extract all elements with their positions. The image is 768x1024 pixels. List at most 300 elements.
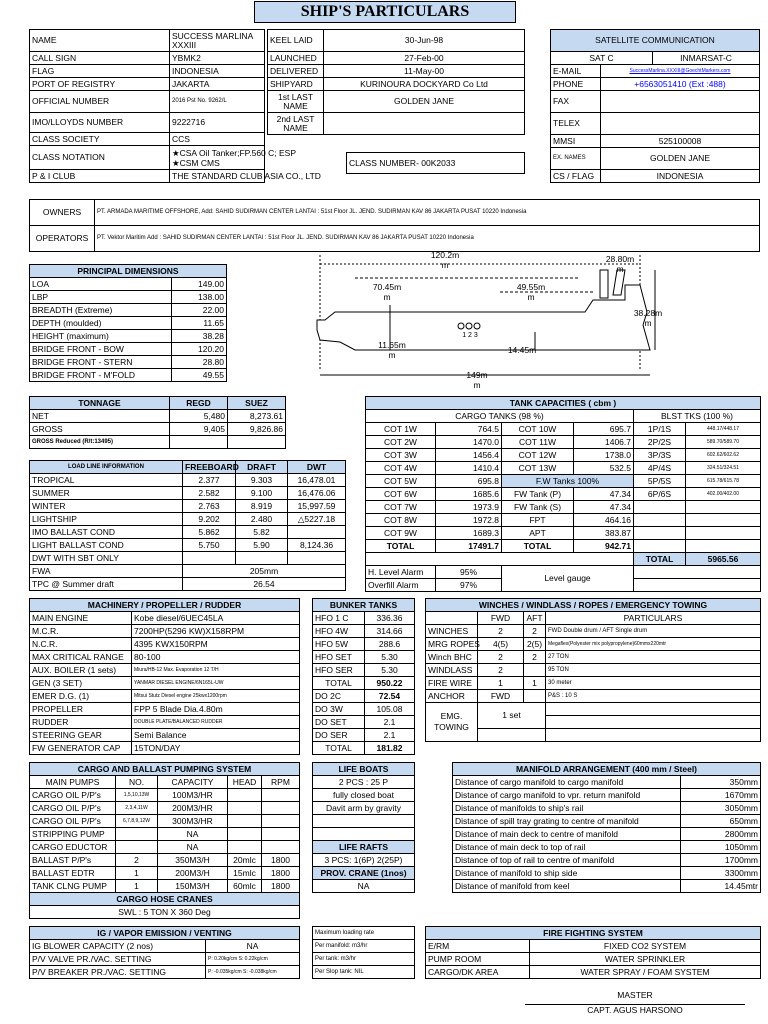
table-row	[30, 966, 300, 979]
satellite-communication-header: SATELLITE COMMUNICATION	[551, 30, 760, 52]
ig-label: P/V VALVE PR./VAC. SETTING	[30, 953, 206, 966]
pumps-cell: 6,7,8,9,12W	[116, 815, 158, 828]
principal-dimensions-header: PRINCIPAL DIMENSIONS	[30, 265, 227, 278]
cargo-hose-cranes-value: SWL : 5 TON X 360 Deg	[30, 906, 300, 919]
pumps-cell: BALLAST P/P's	[30, 854, 116, 867]
loadline-cell: LIGHT BALLAST COND	[30, 539, 183, 552]
table-row	[30, 330, 227, 343]
tank-cell: 4P/4S	[634, 462, 686, 475]
tank-cell: 1685.6	[436, 488, 502, 501]
table-row	[453, 841, 761, 854]
pumps-cell: 1	[116, 880, 158, 893]
manifold-header: MANIFOLD ARRANGEMENT (400 mm / Steel)	[453, 763, 761, 776]
life-boats-type: fully closed boat	[313, 789, 415, 802]
table-row	[366, 501, 761, 514]
table-row	[30, 356, 227, 369]
label-keel-laid: KEEL LAID	[268, 30, 324, 52]
header-row	[30, 265, 227, 278]
table-row	[30, 304, 227, 317]
manifold-label: Distance of main deck to centre of manifold	[453, 828, 681, 841]
value-imo: 9222716	[170, 113, 265, 133]
table-row	[366, 462, 761, 475]
machinery-value: DOUBLE PLATE/BALANCED RUDDER	[132, 716, 300, 729]
tank-cell: 47.34	[574, 488, 634, 501]
tank-cell: 695.7	[574, 423, 634, 436]
signature-block	[525, 990, 745, 1015]
tank-cell: 1738.0	[574, 449, 634, 462]
table-row	[30, 423, 286, 436]
pumps-cell: 100M3/HR	[158, 789, 228, 802]
machinery-label: AUX. BOILER (1 sets)	[30, 664, 132, 677]
tank-cell: 602.62/602.62	[686, 449, 761, 462]
tank-cell: COT 8W	[366, 514, 436, 527]
pumps-cell: 200M3/H	[158, 867, 228, 880]
table-row	[30, 513, 346, 526]
label-operators: OPERATORS	[30, 226, 95, 252]
tank-cell: COT 2W	[366, 436, 436, 449]
loadline-cell: LIGHTSHIP	[30, 513, 183, 526]
tank-cell: APT	[502, 527, 574, 540]
tank-cell: 615.78/615.78	[686, 475, 761, 488]
tank-cell	[686, 540, 761, 553]
tank-cell: COT 11W	[502, 436, 574, 449]
table-row	[366, 475, 761, 488]
dim-label-28m: 28.80m m	[605, 254, 635, 274]
table-row	[30, 278, 227, 291]
fire-fighting-header: FIRE FIGHTING SYSTEM	[426, 927, 761, 940]
table-row	[426, 940, 761, 953]
machinery-value: Semi Balance	[132, 729, 300, 742]
table-row	[30, 880, 300, 893]
table-row	[313, 638, 415, 651]
tonnage-header: REGD	[170, 397, 228, 410]
label-ex-names: EX. NAMES	[551, 148, 601, 170]
dim-value: 138.00	[171, 291, 226, 304]
winches-cell: FWD Double drum / AFT Single drum	[546, 625, 761, 638]
tank-cell	[686, 501, 761, 514]
prov-crane-header: PROV. CRANE (1nos)	[313, 867, 415, 880]
winches-cell: Winch BHC	[426, 651, 478, 664]
prov-crane-value: NA	[313, 880, 415, 893]
pumps-subheader: NO.	[116, 776, 158, 789]
communication-table	[550, 29, 760, 192]
tank-cell: 17491.7	[436, 540, 502, 553]
winches-cell: 2(5)	[524, 638, 546, 651]
class-number: CLASS NUMBER- 00K2033	[349, 158, 456, 168]
bunker-value: 950.22	[365, 677, 415, 690]
pumps-cell	[228, 815, 262, 828]
loadline-cell: △5227.18	[288, 513, 346, 526]
email-link[interactable]: SuccessMarlina.XXXIII@GoechtMarkers.com	[601, 65, 760, 78]
loadline-cell: 8,124.36	[288, 539, 346, 552]
table-row	[30, 291, 227, 304]
header-row	[426, 927, 761, 940]
tank-cell: FW Tank (P)	[502, 488, 574, 501]
table-row	[30, 953, 300, 966]
table-row	[30, 854, 300, 867]
value-launched: 27-Feb-00	[324, 52, 525, 65]
value-operators: PT. Vektor Maritim Add : SAHID SUDIRMAN CENTER LANTAI : 51st Floor JL. JEND. SUDIRMAN KAV 86 JAKARTA PUSAT 10220 Indonesia	[95, 226, 760, 252]
manifold-value: 650mm	[680, 815, 760, 828]
machinery-label: N.C.R.	[30, 638, 132, 651]
header-row	[453, 763, 761, 776]
bunker-label: DO 2C	[313, 690, 365, 703]
machinery-value: Kobe diesel/6UEC45LA	[132, 612, 300, 625]
pumps-table	[29, 762, 300, 918]
pumps-cell	[262, 802, 300, 815]
tank-cell: FPT	[502, 514, 574, 527]
table-row	[30, 940, 300, 953]
value-cs-flag: INDONESIA	[601, 170, 760, 183]
tonnage-header: SUEZ	[228, 397, 286, 410]
winches-cell: WINDLASS	[426, 664, 478, 677]
header-row	[426, 612, 761, 625]
winches-cell: 1	[478, 677, 524, 690]
machinery-label: RUDDER	[30, 716, 132, 729]
pumps-subheader: CAPACITY	[158, 776, 228, 789]
manifold-label: Distance of spill tray grating to centre of manifold	[453, 815, 681, 828]
pumps-cell: 1800	[262, 867, 300, 880]
ballast-tanks-header: BLST TKS (100 %)	[634, 410, 761, 423]
tonnage-label: NET	[30, 410, 170, 423]
fire-label: E/RM	[426, 940, 530, 953]
machinery-value: 7200HP(5296 KW)X158RPM	[132, 625, 300, 638]
manifold-label: Distance of main deck to top of rail	[453, 841, 681, 854]
loadline-cell: 5.90	[236, 539, 288, 552]
build-info-table	[267, 29, 525, 140]
bunker-label: HFO 4W	[313, 625, 365, 638]
pumps-subheader: RPM	[262, 776, 300, 789]
value-phone: +6563051410 (Ext :488)	[601, 78, 760, 91]
manifold-label: Distance of manifold to ship side	[453, 867, 681, 880]
value-flag: INDONESIA	[170, 65, 265, 78]
table-row	[453, 867, 761, 880]
dim-label: LOA	[30, 278, 172, 291]
cargo-hose-cranes-header: CARGO HOSE CRANES	[30, 893, 300, 906]
header-row	[30, 599, 300, 612]
pumps-subheader: HEAD	[228, 776, 262, 789]
table-row	[30, 677, 300, 690]
label-telex: TELEX	[551, 113, 601, 135]
table-row	[30, 841, 300, 854]
machinery-label: FW GENERATOR CAP	[30, 742, 132, 755]
manifold-label: Distance of manifolds to ship's rail	[453, 802, 681, 815]
table-row	[313, 716, 415, 729]
header-row	[30, 927, 300, 940]
winches-cell: ANCHOR	[426, 690, 478, 703]
tank-cell	[686, 514, 761, 527]
dim-label-70m: 70.45m m	[372, 282, 402, 302]
winches-cell: 30 meter	[546, 677, 761, 690]
winches-cell: FWD	[478, 690, 524, 703]
tank-cell: COT 12W	[502, 449, 574, 462]
manifold-value: 3300mm	[680, 867, 760, 880]
tonnage-regd: 5,480	[170, 410, 228, 423]
table-row	[366, 514, 761, 527]
pumps-cell	[228, 789, 262, 802]
winches-cell	[524, 690, 546, 703]
table-row	[426, 690, 761, 703]
loadline-cell	[288, 552, 346, 565]
table-row	[30, 500, 346, 513]
value-official-number: 2016 Pst No. 9262/L	[170, 91, 265, 113]
fire-value: WATER SPRINKLER	[530, 953, 761, 966]
header-row	[30, 776, 300, 789]
table-row	[30, 539, 346, 552]
loadline-cell: 9.202	[183, 513, 236, 526]
pumps-cell	[228, 802, 262, 815]
header-row	[30, 461, 346, 474]
table-row	[313, 664, 415, 677]
dim-label-120m: 120.2m m	[430, 250, 460, 270]
class-number-box	[346, 152, 525, 174]
machinery-label: MAIN ENGINE	[30, 612, 132, 625]
label-port: PORT OF REGISTRY	[30, 78, 170, 91]
pumps-cell: 350M3/H	[158, 854, 228, 867]
table-row	[313, 742, 415, 755]
pumps-cell	[262, 815, 300, 828]
tonnage-label: GROSS Reduced (R/t:13495)	[30, 436, 170, 449]
machinery-label: GEN (3 SET)	[30, 677, 132, 690]
winches-cell	[524, 664, 546, 677]
loadline-cell: 2.582	[183, 487, 236, 500]
tpc-label: TPC @ Summer draft	[30, 578, 183, 591]
table-row	[453, 880, 761, 893]
table-row	[30, 664, 300, 677]
dim-label-11m: 11.65m m	[378, 340, 406, 360]
header-row	[313, 599, 415, 612]
bunker-value: 2.1	[365, 729, 415, 742]
winches-subheader: AFT	[524, 612, 546, 625]
bunker-value: 336.36	[365, 612, 415, 625]
tonnage-suez: 9,826.86	[228, 423, 286, 436]
bunker-value: 72.54	[365, 690, 415, 703]
machinery-label: STEERING GEAR	[30, 729, 132, 742]
tank-cell: COT 4W	[366, 462, 436, 475]
tank-cell: FW Tank (S)	[502, 501, 574, 514]
table-row	[313, 729, 415, 742]
table-row	[30, 638, 300, 651]
table-row	[30, 343, 227, 356]
tank-cell: 6P/6S	[634, 488, 686, 501]
table-row	[30, 729, 300, 742]
bunker-label: HFO SET	[313, 651, 365, 664]
table-row	[30, 651, 300, 664]
table-row	[30, 742, 300, 755]
table-row	[30, 802, 300, 815]
dim-label-38m: 38.28m m	[633, 308, 663, 328]
blank-cell	[366, 553, 634, 566]
loadline-cell: 5.82	[236, 526, 288, 539]
tank-cell: 1470.0	[436, 436, 502, 449]
life-boats-table	[312, 762, 415, 894]
high-level-alarm-label: H. Level Alarm	[366, 566, 436, 579]
life-rafts-header: LIFE RAFTS	[313, 841, 415, 854]
manifold-value: 2800mm	[680, 828, 760, 841]
machinery-value: FPP 5 Blade Dia.4.80m	[132, 703, 300, 716]
bunker-value: 2.1	[365, 716, 415, 729]
table-row	[30, 703, 300, 716]
label-class-notation: CLASS NOTATION	[30, 146, 170, 170]
high-level-alarm-value: 95%	[436, 566, 502, 579]
tank-cell: COT 6W	[366, 488, 436, 501]
table-row	[30, 552, 346, 565]
ship-diagram	[295, 250, 670, 390]
value-keel-laid: 30-Jun-98	[324, 30, 525, 52]
bunker-label: DO SER	[313, 729, 365, 742]
pumps-cell: 1800	[262, 880, 300, 893]
manifold-table	[452, 762, 761, 894]
bunker-label: HFO 5W	[313, 638, 365, 651]
value-class-society: CCS	[170, 133, 265, 146]
blank-cell	[634, 566, 761, 579]
level-gauge: Level gauge	[502, 566, 634, 592]
overfill-alarm-value: 97%	[436, 579, 502, 592]
label-mmsi: MMSI	[551, 135, 601, 148]
loadline-cell	[236, 552, 288, 565]
fire-label: PUMP ROOM	[426, 953, 530, 966]
winches-cell: WINCHES	[426, 625, 478, 638]
fwa-label: FWA	[30, 565, 183, 578]
tonnage-header: TONNAGE	[30, 397, 170, 410]
bunker-value: 288.6	[365, 638, 415, 651]
table-row	[30, 410, 286, 423]
pumps-cell	[262, 789, 300, 802]
owners-table	[29, 199, 760, 253]
pumps-cell: TANK CLNG PUMP	[30, 880, 116, 893]
label-2nd-last-name: 2nd LAST NAME	[268, 113, 324, 135]
table-row	[30, 828, 300, 841]
pumps-cell	[116, 828, 158, 841]
pumps-cell: 150M3/H	[158, 880, 228, 893]
winches-cell: MRG ROPES	[426, 638, 478, 651]
manifold-value: 350mm	[680, 776, 760, 789]
dim-value: 49.55	[171, 369, 226, 382]
blank-cell	[478, 729, 546, 742]
tank-capacities-header: TANK CAPACITIES ( cbm )	[366, 397, 761, 410]
table-row	[313, 677, 415, 690]
pumps-cell: 1800	[262, 854, 300, 867]
machinery-label: M.C.R.	[30, 625, 132, 638]
manifold-label: Distance of cargo manifold to vpr. return manifold	[453, 789, 681, 802]
label-name: NAME	[30, 30, 170, 52]
table-row	[366, 566, 761, 579]
tank-cell: 1689.3	[436, 527, 502, 540]
loadline-cell: SUMMER	[30, 487, 183, 500]
bunker-value: 314.66	[365, 625, 415, 638]
loadline-header: LOAD LINE INFORMATION	[30, 461, 183, 474]
table-row	[366, 423, 761, 436]
tonnage-table	[29, 396, 286, 444]
tank-cell: 1972.8	[436, 514, 502, 527]
dim-value: 11.65	[171, 317, 226, 330]
master-label: MASTER	[617, 990, 653, 1000]
label-owners: OWNERS	[30, 200, 95, 226]
winches-cell: 1	[524, 677, 546, 690]
tank-cell	[634, 501, 686, 514]
overfill-alarm-label: Overfill Alarm	[366, 579, 436, 592]
loadline-header: FREEBOARD	[183, 461, 236, 474]
fire-value: FIXED CO2 SYSTEM	[530, 940, 761, 953]
loadline-cell: 2.763	[183, 500, 236, 513]
table-row	[426, 664, 761, 677]
tonnage-regd	[170, 436, 228, 449]
blank-cell	[546, 703, 761, 716]
dim-label-49m: 49.55m m	[516, 282, 546, 302]
value-name: SUCCESS MARLINA XXXIII	[170, 30, 265, 52]
table-row	[30, 474, 346, 487]
label-flag: FLAG	[30, 65, 170, 78]
label-official-number: OFFICIAL NUMBER	[30, 91, 170, 113]
value-ex-names: GOLDEN JANE	[601, 148, 760, 170]
bunker-label: TOTAL	[313, 677, 365, 690]
blank-cell	[546, 729, 761, 742]
life-boats-header: LIFE BOATS	[313, 763, 415, 776]
tank-cell: 464.16	[574, 514, 634, 527]
table-row	[30, 690, 300, 703]
winches-cell: 2	[478, 625, 524, 638]
ig-value: NA	[206, 940, 300, 953]
winches-subheader	[426, 612, 478, 625]
loadline-cell: 5.750	[183, 539, 236, 552]
tank-cell: 448.17/448.17	[686, 423, 761, 436]
machinery-table	[29, 598, 300, 756]
tank-cell: COT 3W	[366, 449, 436, 462]
tank-cell: 1P/1S	[634, 423, 686, 436]
label-pi-club: P & I CLUB	[30, 170, 170, 183]
winches-cell: P&S : 10 S	[546, 690, 761, 703]
header-row	[366, 397, 761, 410]
ig-value: P: -0.035kg/cm S: -0.038kg/cm	[206, 966, 300, 979]
table-row	[30, 487, 346, 500]
header-row	[366, 410, 761, 423]
tank-cell: 1456.4	[436, 449, 502, 462]
dim-label: LBP	[30, 291, 172, 304]
label-call-sign: CALL SIGN	[30, 52, 170, 65]
tank-cell: 1973.9	[436, 501, 502, 514]
tank-cell: 589.70/589.70	[686, 436, 761, 449]
machinery-value: 80-100	[132, 651, 300, 664]
tank-numbers: 1 2 3	[462, 332, 478, 339]
pumps-cell	[228, 828, 262, 841]
dim-label: BRIDGE FRONT - STERN	[30, 356, 172, 369]
pumps-subheader: MAIN PUMPS	[30, 776, 116, 789]
label-phone: PHONE	[551, 78, 601, 91]
label-imo: IMO/LLOYDS NUMBER	[30, 113, 170, 133]
table-row	[313, 703, 415, 716]
sat-c-label: SAT C	[551, 52, 653, 65]
tank-cell: COT 10W	[502, 423, 574, 436]
tpc-value: 26.54	[183, 578, 346, 591]
life-boats-davit: Davit arm by gravity	[313, 802, 415, 815]
ig-value: P: 0.20kg/cm S: 0.22kg/cm	[206, 953, 300, 966]
tonnage-suez: 8,273.61	[228, 410, 286, 423]
value-delivered: 11-May-00	[324, 65, 525, 78]
blank-cell	[546, 716, 761, 729]
dim-label: HEIGHT (maximum)	[30, 330, 172, 343]
master-name: CAPT. AGUS HARSONO	[587, 1005, 683, 1015]
dim-label: DEPTH (moulded)	[30, 317, 172, 330]
table-row	[426, 966, 761, 979]
tank-cell: 383.87	[574, 527, 634, 540]
machinery-label: PROPELLER	[30, 703, 132, 716]
table-row	[30, 625, 300, 638]
fwa-value: 205mm	[183, 565, 346, 578]
pumps-cell: 1,5,10,13W	[116, 789, 158, 802]
tank-capacities-table	[365, 396, 761, 592]
table-row	[453, 789, 761, 802]
load-line-table	[29, 460, 346, 592]
